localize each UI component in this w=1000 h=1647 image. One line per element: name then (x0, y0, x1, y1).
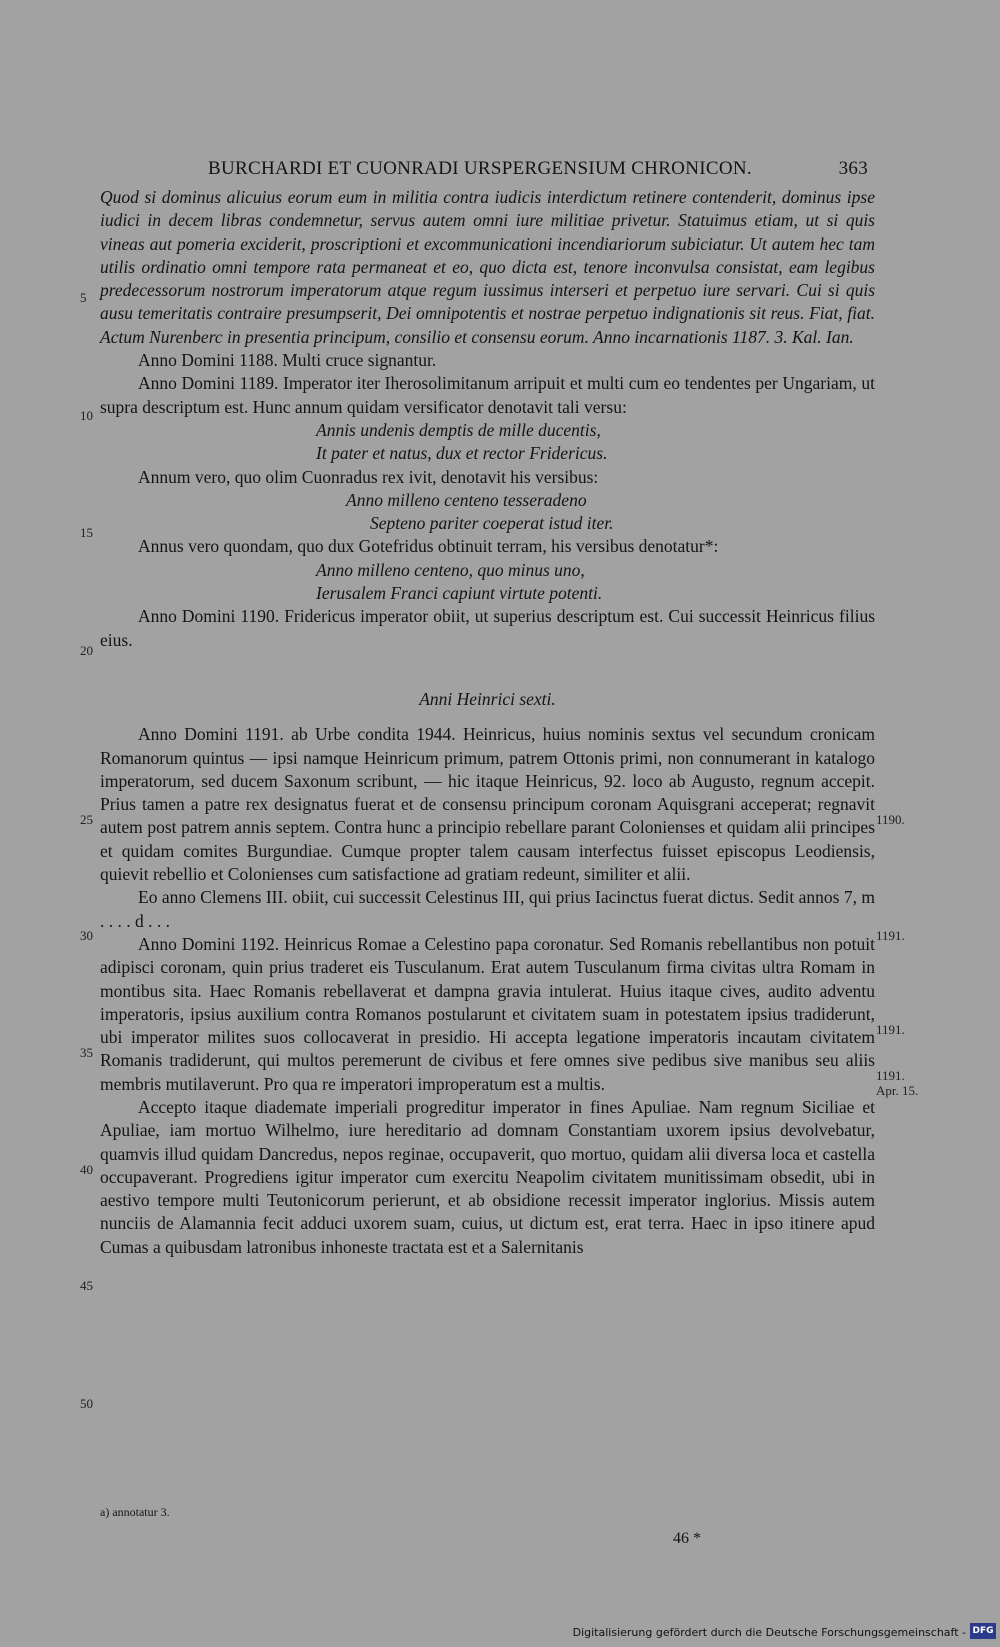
verse-line: Ierusalem Franci capiunt virtute potenti. (316, 583, 603, 604)
verse-line: Anno milleno centeno tesseradeno (346, 489, 587, 510)
printer-signature: 46 * (673, 1530, 701, 1547)
paragraph-gotefridus: Annus vero quondam, quo dux Gotefridus obtinuit terram, his versibus denotatur*: (138, 536, 719, 557)
main-text (100, 186, 875, 1259)
paragraph-1189: Anno Domini 1189. Imperator iter Iherosolimitanum arripuit et multi cum eo tendentes per Ungariam, ut supra descriptum est. Hunc annum quidam versificator denotavit tali versu: (100, 373, 875, 417)
line-number: 45 (80, 1278, 93, 1293)
paragraph-clemens: Eo anno Clemens III. obiit, cui successit Celestinus III, qui prius Iacinctus fuerat dictus. Sedit annos 7, m . . . . d . . . (100, 887, 875, 931)
page-number: 363 (838, 158, 868, 179)
dfg-credit: Digitalisierung gefördert durch die Deutsche Forschungsgemeinschaft - (572, 1626, 966, 1639)
margin-date: 1191. (876, 1022, 905, 1037)
paragraph-1190: Anno Domini 1190. Fridericus imperator obiit, ut superius descriptum est. Cui successit Heinricus filius eius. (100, 606, 875, 650)
verse-line: Septeno pariter coeperat istud iter. (370, 513, 614, 534)
digitization-footer (0, 1618, 1000, 1647)
footnote: a) annotatur 3. (100, 1505, 170, 1519)
paragraph-1188: Anno Domini 1188. Multi cruce signantur. (138, 350, 437, 371)
line-number: 35 (80, 1045, 93, 1060)
section-heading: Anni Heinrici sexti. (419, 688, 556, 709)
line-number: 20 (80, 643, 93, 658)
line-number: 30 (80, 928, 93, 943)
line-number: 10 (80, 408, 93, 423)
line-number: 40 (80, 1162, 93, 1177)
margin-date: 1191. (876, 1068, 905, 1083)
running-header (100, 152, 880, 184)
verse-line: Anno milleno centeno, quo minus uno, (316, 559, 585, 580)
paragraph-charter: Quod si dominus alicuius eorum eum in militia contra iudicis interdictum retinere contenderit, dominus ipse iudici in decem libras condemnetur, servus autem omni iure militiae privetur. Statuimus etiam, ut si quis vineas aut pomeria exciderit, proscriptioni et excommunicationi incendiariorum subiciatur. Ut autem hec tam utilis ordinatio omni tempore rata permaneat et eo, quo dicta est, tenore inconvulsa consistat, eam legibus predecessorum nostrorum imperatorum atque regum iussimus interseri et perpetuo iure servari. Cui si quis ausu temeritatis contraire presumpserit, Dei omnipotentis et nostrae perpetuo indignationis sit reus. Fiat, fiat. Actum Nurenberc in presentia principum, consilio et consensu eorum. Anno incarnationis 1187. 3. Kal. Ian. (100, 187, 875, 347)
line-number: 50 (80, 1396, 93, 1411)
line-number: 5 (80, 290, 87, 305)
dfg-logo: DFG (970, 1623, 996, 1639)
paragraph-apulia: Accepto itaque diademate imperiali progreditur imperator in fines Apuliae. Nam regnum Siciliae et Apuliae, iam mortuo Wilhelmo, iure hereditario ad domnam Constantiam uxorem ipsius devolvebatur, quamvis illud quidam Dancredus, nepos reginae, occupaverit, quo mortuo, quidam alii diversa loca et castella occupaverant. Progrediens igitur imperator cum exercitu Neapolim civitatem munitissimam obsedit, ubi in aestivo tempore multi Teutonicorum perierunt, et ab obsidione recessit imperator inglorius. Missis autem nunciis de Alamannia fecit adduci uxorem suam, cuius, ut dictum est, erat terra. Haec in ipso itinere apud Cumas a quibusdam latronibus inhoneste tractata est et a Salernitanis (100, 1096, 875, 1257)
paragraph-1191: Anno Domini 1191. ab Urbe condita 1944. Heinricus, huius nominis sextus vel secundum cronicam Romanorum quintus — ipsi namque Heinricum primum, patrem Ottonis primi, non connumerant in katalogo imperatorum, sed ducem Saxonum scribunt, — hic itaque Heinricus, 92. loco ab Augusto, regnum accepit. Prius tamen a patre rex designatus fuerat et de consensu principum coronam Aquisgrani acceperat; regnavit autem post patrem annis septem. Contra hunc a principio rebellare parant Colonienses et quidam alii principes et quidam comites Burgundiae. Cumque propter talem causam interfectus fuisset episcopus Leodiensis, quievit rebellio et Colonienses cum satisfactione ad gratiam redeunt, similiter et alii. (100, 724, 875, 885)
verse-line: Annis undenis demptis de mille ducentis, (316, 419, 601, 440)
paragraph-1192: Anno Domini 1192. Heinricus Romae a Celestino papa coronatur. Sed Romanis rebellantibus non potuit adipisci coronam, quin prius traderet eis Tusculanum. Erat autem Tusculanum firma civitas ultra Romam in montibus sita. Haec Romanis rebellaverat et dampna gravia intulerat. Huius itaque cives, audito adventu imperatoris, ipsius auxilium contra Romanos postularunt et civitatem suam in potestatem ipsius tradiderunt, ubi imperator milites suos collocaverat in presidio. Hi accepta legatione imperatoris incautam civitatem Romanis tradiderunt, qui multos peremerunt de civibus et fere omnes sive pedibus sive manibus seu aliis membris mutilaverunt. Pro qua re imperatori improperatum est a multis. (100, 933, 875, 1094)
line-number: 25 (80, 812, 93, 827)
line-number: 15 (80, 525, 93, 540)
verse-line: It pater et natus, dux et rector Fridericus. (316, 443, 608, 464)
paragraph-cuonradus: Annum vero, quo olim Cuonradus rex ivit, denotavit his versibus: (138, 466, 599, 487)
running-title: BURCHARDI ET CUONRADI URSPERGENSIUM CHRONICON. (208, 158, 752, 179)
margin-date: 1190. (876, 812, 905, 827)
margin-date: Apr. 15. (876, 1083, 919, 1098)
margin-date: 1191. (876, 928, 905, 943)
